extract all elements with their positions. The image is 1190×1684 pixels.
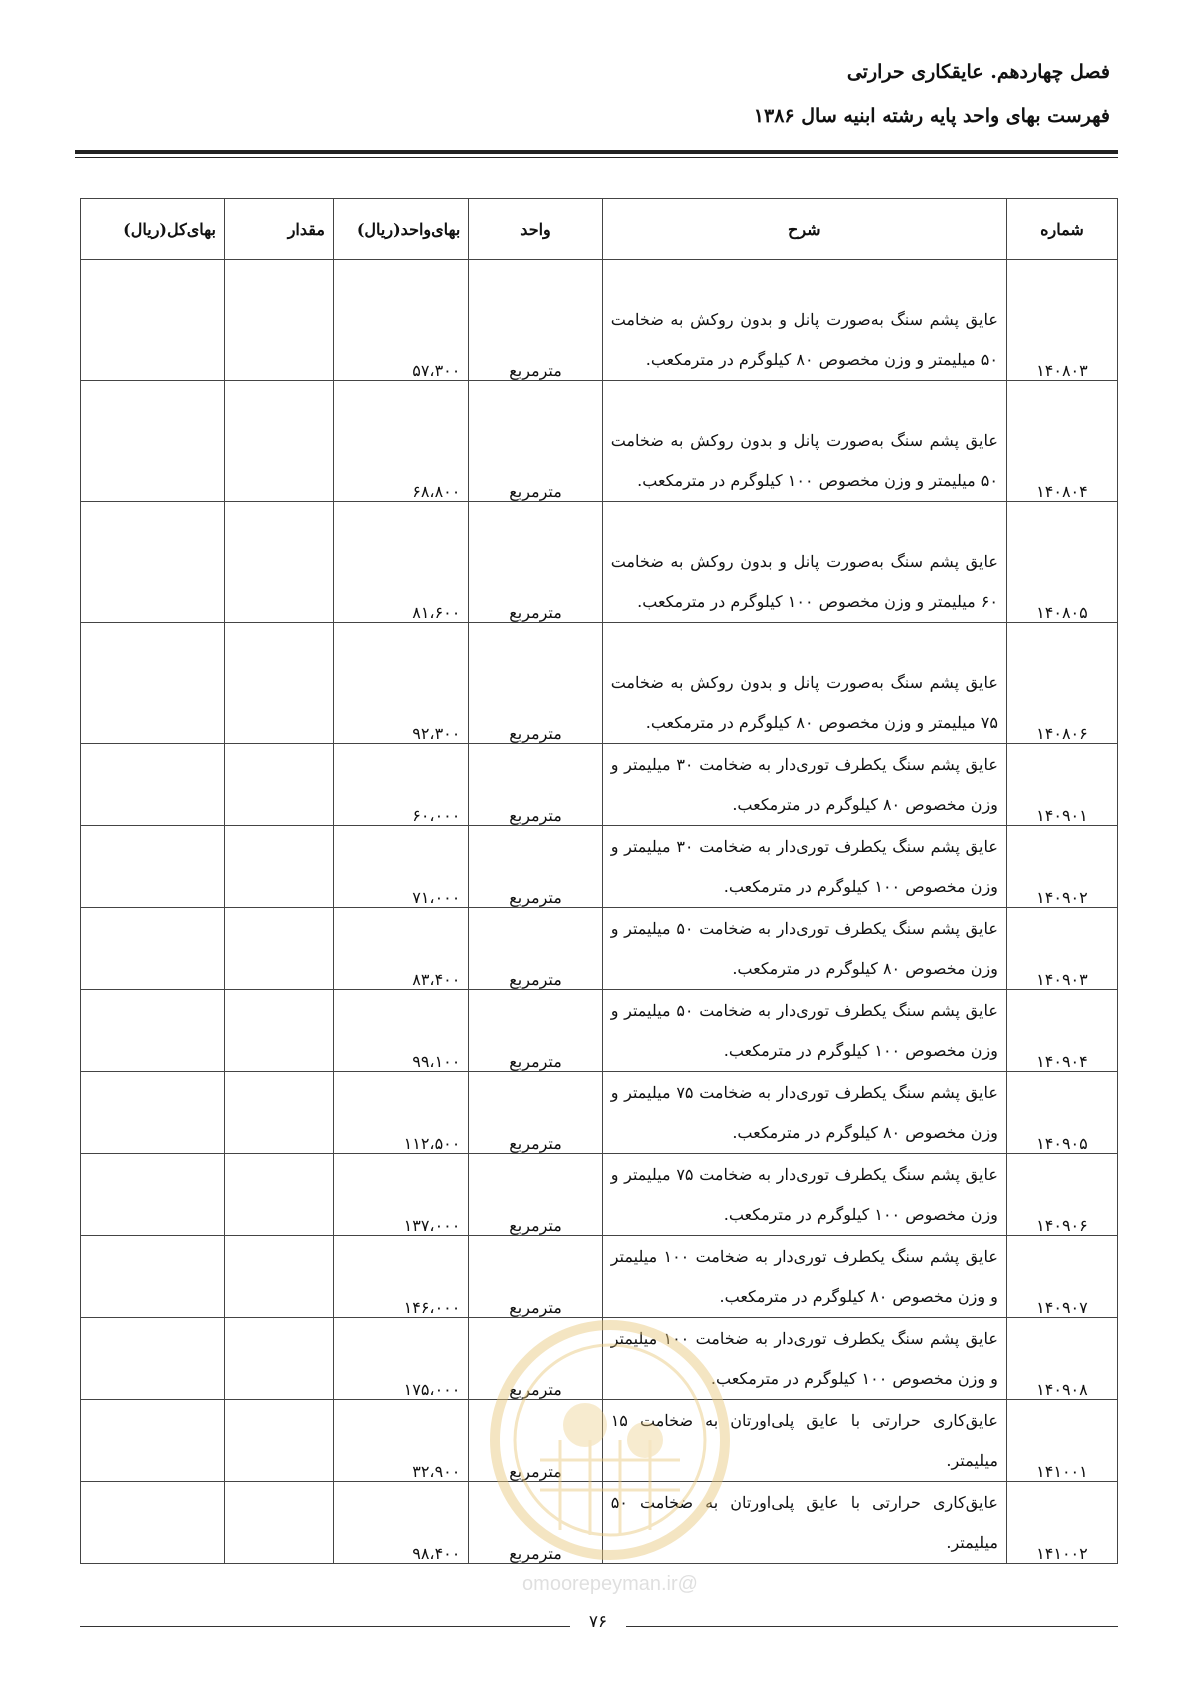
item-number: ۱۴۰۸۰۴ (1006, 381, 1117, 502)
item-quantity-cell (224, 260, 333, 381)
table-row (81, 1400, 1118, 1482)
item-number: ۱۴۰۹۰۶ (1006, 1154, 1117, 1236)
footer-rule-right (626, 1626, 1118, 1627)
item-unit: مترمربع (469, 502, 602, 623)
item-unit: مترمربع (469, 1400, 602, 1482)
header-rule-thin (75, 157, 1118, 158)
item-description: عایق پشم سنگ یکطرف توری‌دار به ضخامت ۳۰ میلیمتر و وزن مخصوص ۸۰ کیلوگرم در مترمکعب. (602, 744, 1006, 826)
item-description: عایق پشم سنگ به‌صورت پانل و بدون روکش به ضخامت ۵۰ میلیمتر و وزن مخصوص ۱۰۰ کیلوگرم در مترمکعب. (602, 381, 1006, 502)
item-number: ۱۴۰۹۰۱ (1006, 744, 1117, 826)
item-unit: مترمربع (469, 1236, 602, 1318)
column-header-quantity: مقدار (224, 199, 333, 260)
item-description: عایق پشم سنگ یکطرف توری‌دار به ضخامت ۱۰۰ میلیمتر و وزن مخصوص ۱۰۰ کیلوگرم در مترمکعب. (602, 1318, 1006, 1400)
item-quantity-cell (224, 381, 333, 502)
item-description: عایق‌کاری حرارتی با عایق پلی‌اورتان به ضخامت ۵۰ میلیمتر. (602, 1482, 1006, 1564)
item-total-cell (81, 502, 225, 623)
item-number: ۱۴۰۹۰۷ (1006, 1236, 1117, 1318)
page-number: ۷۶ (588, 1612, 608, 1632)
item-unit: مترمربع (469, 990, 602, 1072)
item-description: عایق پشم سنگ یکطرف توری‌دار به ضخامت ۱۰۰ میلیمتر و وزن مخصوص ۸۰ کیلوگرم در مترمکعب. (602, 1236, 1006, 1318)
item-description: عایق پشم سنگ یکطرف توری‌دار به ضخامت ۷۵ میلیمتر و وزن مخصوص ۱۰۰ کیلوگرم در مترمکعب. (602, 1154, 1006, 1236)
item-unit: مترمربع (469, 1318, 602, 1400)
item-unit: مترمربع (469, 381, 602, 502)
item-quantity-cell (224, 1236, 333, 1318)
item-number: ۱۴۰۹۰۵ (1006, 1072, 1117, 1154)
item-unit: مترمربع (469, 260, 602, 381)
item-total-cell (81, 1318, 225, 1400)
item-unit-price: ۹۹،۱۰۰ (333, 990, 468, 1072)
price-list-table (80, 198, 1118, 1564)
item-total-cell (81, 1154, 225, 1236)
item-number: ۱۴۰۹۰۲ (1006, 826, 1117, 908)
table-row (81, 908, 1118, 990)
table-header-row (81, 199, 1118, 260)
item-unit: مترمربع (469, 744, 602, 826)
item-description: عایق پشم سنگ به‌صورت پانل و بدون روکش به ضخامت ۶۰ میلیمتر و وزن مخصوص ۱۰۰ کیلوگرم در مترمکعب. (602, 502, 1006, 623)
table-row (81, 1318, 1118, 1400)
item-unit-price: ۷۱،۰۰۰ (333, 826, 468, 908)
item-number: ۱۴۰۸۰۵ (1006, 502, 1117, 623)
chapter-title: فصل چهاردهم. عایقکاری حرارتی (846, 61, 1110, 83)
item-unit-price: ۸۱،۶۰۰ (333, 502, 468, 623)
item-quantity-cell (224, 1154, 333, 1236)
item-quantity-cell (224, 744, 333, 826)
item-quantity-cell (224, 1400, 333, 1482)
item-total-cell (81, 1236, 225, 1318)
item-unit: مترمربع (469, 623, 602, 744)
item-unit: مترمربع (469, 1072, 602, 1154)
item-unit-price: ۸۳،۴۰۰ (333, 908, 468, 990)
item-quantity-cell (224, 623, 333, 744)
column-header-total-price: بهای‌کل(ریال) (81, 199, 225, 260)
item-description: عایق پشم سنگ به‌صورت پانل و بدون روکش به ضخامت ۷۵ میلیمتر و وزن مخصوص ۸۰ کیلوگرم در مترمکعب. (602, 623, 1006, 744)
item-unit-price: ۹۲،۳۰۰ (333, 623, 468, 744)
item-number: ۱۴۱۰۰۲ (1006, 1482, 1117, 1564)
header-rule-thick (75, 150, 1118, 154)
table-row (81, 260, 1118, 381)
table-row (81, 1236, 1118, 1318)
item-description: عایق پشم سنگ به‌صورت پانل و بدون روکش به ضخامت ۵۰ میلیمتر و وزن مخصوص ۸۰ کیلوگرم در مترمکعب. (602, 260, 1006, 381)
item-number: ۱۴۰۸۰۳ (1006, 260, 1117, 381)
item-total-cell (81, 1400, 225, 1482)
item-quantity-cell (224, 990, 333, 1072)
item-unit: مترمربع (469, 826, 602, 908)
item-unit-price: ۱۱۲،۵۰۰ (333, 1072, 468, 1154)
item-total-cell (81, 623, 225, 744)
item-number: ۱۴۰۹۰۴ (1006, 990, 1117, 1072)
item-description: عایق پشم سنگ یکطرف توری‌دار به ضخامت ۵۰ میلیمتر و وزن مخصوص ۱۰۰ کیلوگرم در مترمکعب. (602, 990, 1006, 1072)
item-quantity-cell (224, 1482, 333, 1564)
column-header-unit-price: بهای‌واحد(ریال) (333, 199, 468, 260)
item-total-cell (81, 260, 225, 381)
table-row (81, 744, 1118, 826)
document-subtitle: فهرست بهای واحد پایه رشته ابنیه سال ۱۳۸۶ (753, 105, 1110, 127)
item-total-cell (81, 1482, 225, 1564)
table-row (81, 1072, 1118, 1154)
table-row (81, 381, 1118, 502)
footer-rule-left (80, 1626, 570, 1627)
table-row (81, 826, 1118, 908)
item-quantity-cell (224, 908, 333, 990)
item-unit-price: ۱۷۵،۰۰۰ (333, 1318, 468, 1400)
item-number: ۱۴۱۰۰۱ (1006, 1400, 1117, 1482)
item-description: عایق‌کاری حرارتی با عایق پلی‌اورتان به ضخامت ۱۵ میلیمتر. (602, 1400, 1006, 1482)
table-row (81, 1482, 1118, 1564)
item-unit: مترمربع (469, 908, 602, 990)
item-unit: مترمربع (469, 1482, 602, 1564)
item-description: عایق پشم سنگ یکطرف توری‌دار به ضخامت ۷۵ میلیمتر و وزن مخصوص ۸۰ کیلوگرم در مترمکعب. (602, 1072, 1006, 1154)
item-unit-price: ۱۳۷،۰۰۰ (333, 1154, 468, 1236)
table-row (81, 990, 1118, 1072)
watermark-text: @omoorepeyman.ir (522, 1573, 698, 1595)
item-unit-price: ۶۸،۸۰۰ (333, 381, 468, 502)
item-total-cell (81, 744, 225, 826)
item-number: ۱۴۰۹۰۸ (1006, 1318, 1117, 1400)
column-header-unit: واحد (469, 199, 602, 260)
item-quantity-cell (224, 826, 333, 908)
item-unit-price: ۳۲،۹۰۰ (333, 1400, 468, 1482)
table-row (81, 623, 1118, 744)
item-quantity-cell (224, 502, 333, 623)
column-header-description: شرح (602, 199, 1006, 260)
item-description: عایق پشم سنگ یکطرف توری‌دار به ضخامت ۳۰ میلیمتر و وزن مخصوص ۱۰۰ کیلوگرم در مترمکعب. (602, 826, 1006, 908)
item-total-cell (81, 990, 225, 1072)
item-unit-price: ۵۷،۳۰۰ (333, 260, 468, 381)
table-row (81, 1154, 1118, 1236)
item-description: عایق پشم سنگ یکطرف توری‌دار به ضخامت ۵۰ میلیمتر و وزن مخصوص ۸۰ کیلوگرم در مترمکعب. (602, 908, 1006, 990)
table-row (81, 502, 1118, 623)
item-number: ۱۴۰۹۰۳ (1006, 908, 1117, 990)
column-header-number: شماره (1006, 199, 1117, 260)
item-total-cell (81, 381, 225, 502)
item-quantity-cell (224, 1318, 333, 1400)
item-quantity-cell (224, 1072, 333, 1154)
page-header (80, 58, 1110, 130)
item-number: ۱۴۰۸۰۶ (1006, 623, 1117, 744)
item-total-cell (81, 1072, 225, 1154)
item-total-cell (81, 908, 225, 990)
item-unit: مترمربع (469, 1154, 602, 1236)
item-total-cell (81, 826, 225, 908)
item-unit-price: ۱۴۶،۰۰۰ (333, 1236, 468, 1318)
item-unit-price: ۹۸،۴۰۰ (333, 1482, 468, 1564)
item-unit-price: ۶۰،۰۰۰ (333, 744, 468, 826)
